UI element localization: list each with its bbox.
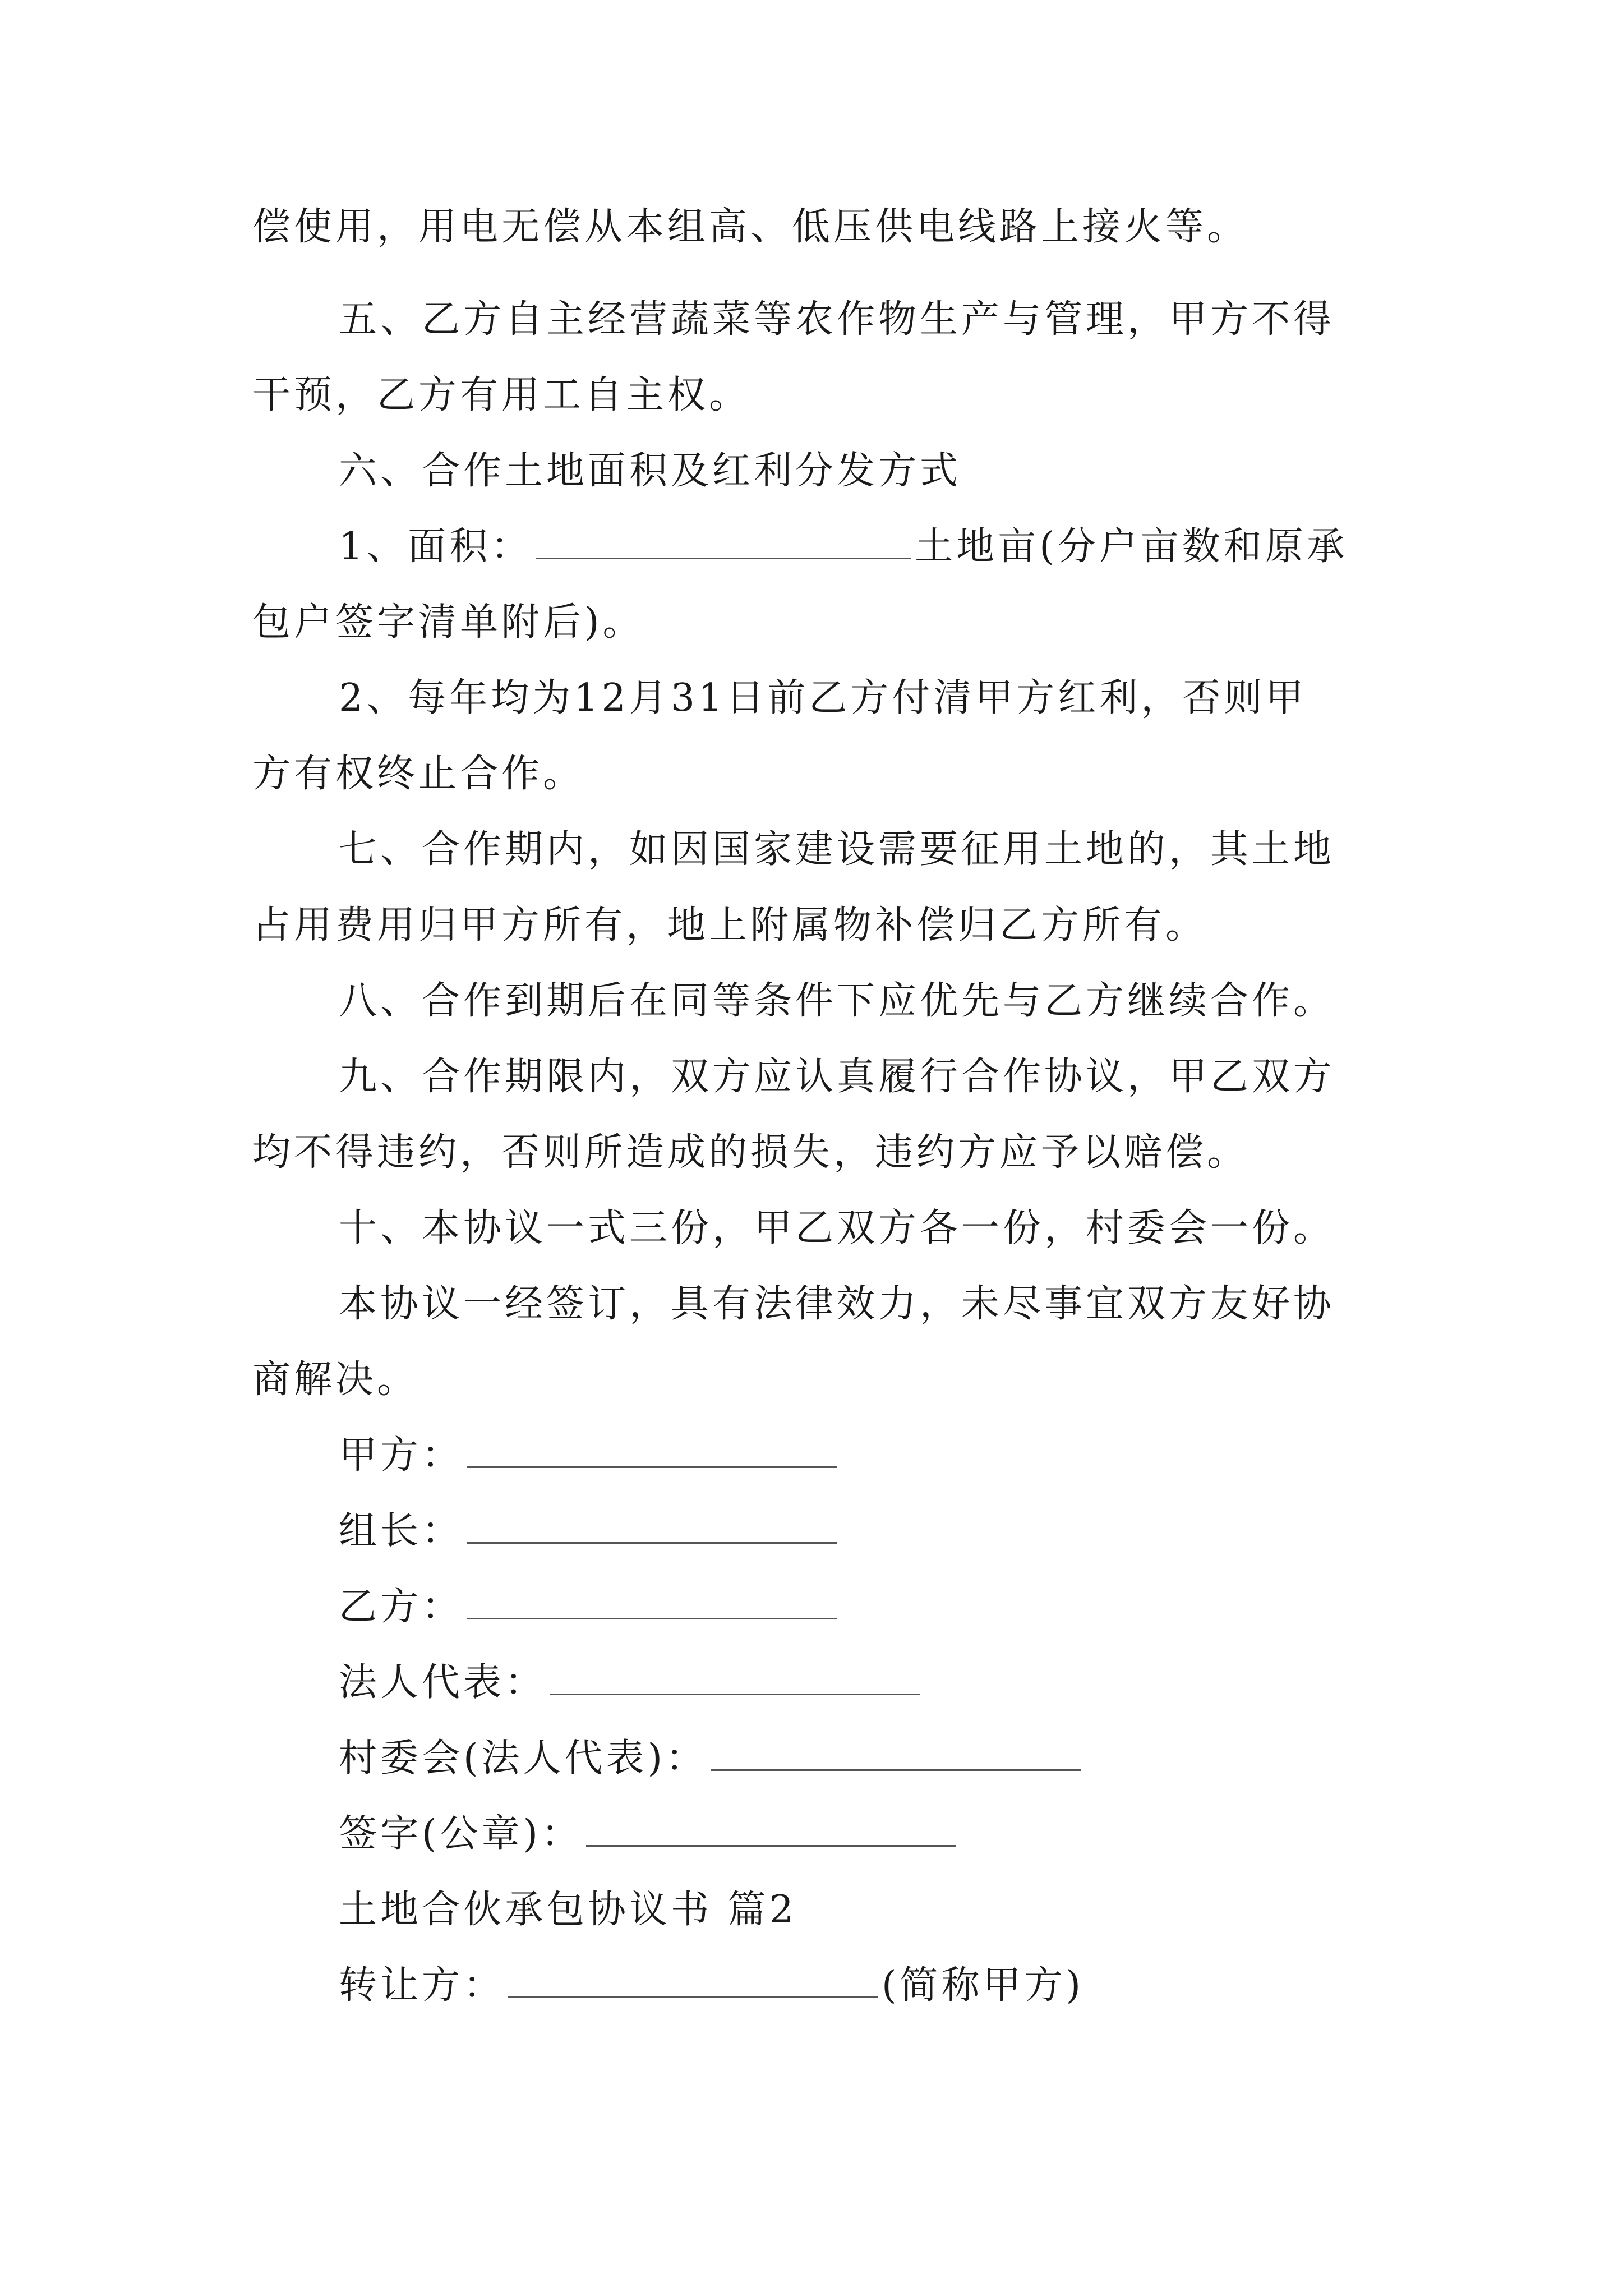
party-b-label: 乙方：	[339, 1585, 464, 1629]
transferor-abbrev: (简称甲方)	[882, 1963, 1085, 2008]
clause-nine: 九、合作期限内，双方应认真履行合作协议，甲乙双方	[339, 1055, 1335, 1099]
signature-party-a	[339, 1433, 1516, 1478]
clause-six-item-two: 2、每年均为12月31日前乙方付清甲方红利，否则甲	[339, 676, 1307, 720]
transferor-blank[interactable]	[508, 1965, 878, 1998]
transferor-line	[339, 1963, 1516, 2008]
text-line: 商解决。	[252, 1358, 419, 1402]
clause-seven: 七、合作期内，如因国家建设需要征用土地的，其土地	[339, 827, 1335, 872]
seal-label: 签字(公章)：	[339, 1812, 583, 1856]
seal-blank[interactable]	[586, 1814, 956, 1847]
group-leader-label: 组长：	[339, 1509, 464, 1553]
village-committee-blank[interactable]	[711, 1738, 1081, 1771]
area-label: 1、面积：	[339, 524, 533, 569]
text-line: 占用费用归甲方所有，地上附属物补偿归乙方所有。	[252, 903, 1207, 947]
clause-six-heading: 六、合作土地面积及红利分发方式	[339, 449, 962, 493]
text-line: 干预，乙方有用工自主权。	[252, 373, 751, 417]
signature-village-committee	[339, 1736, 1516, 1781]
signature-seal	[339, 1812, 1516, 1857]
text-line: 均不得违约，否则所造成的损失，违约方应予以赔偿。	[252, 1130, 1249, 1175]
closing-clause: 本协议一经签订，具有法律效力，未尽事宜双方友好协	[339, 1282, 1335, 1326]
clause-eight: 八、合作到期后在同等条件下应优先与乙方继续合作。	[339, 979, 1335, 1023]
area-line	[339, 524, 1516, 569]
clause-five: 五、乙方自主经营蔬菜等农作物生产与管理，甲方不得	[339, 297, 1335, 342]
section-heading: 土地合伙承包协议书 篇2	[339, 1888, 797, 1932]
legal-rep-blank[interactable]	[550, 1662, 920, 1695]
text-line: 包户签字清单附后)。	[252, 600, 644, 645]
party-a-label: 甲方：	[339, 1433, 464, 1478]
transferor-label: 转让方：	[339, 1963, 505, 2008]
party-a-blank[interactable]	[467, 1435, 837, 1468]
signature-group-leader	[339, 1509, 1516, 1554]
signature-party-b	[339, 1585, 1516, 1630]
area-unit: 土地亩(分户亩数和原承	[915, 524, 1348, 569]
village-committee-label: 村委会(法人代表)：	[339, 1736, 708, 1780]
area-blank[interactable]	[536, 526, 911, 559]
text-line: 方有权终止合作。	[252, 752, 585, 796]
party-b-blank[interactable]	[467, 1586, 837, 1619]
text-line: 偿使用，用电无偿从本组高、低压供电线路上接火等。	[252, 205, 1249, 249]
legal-rep-label: 法人代表：	[339, 1660, 547, 1705]
clause-ten: 十、本协议一式三份，甲乙双方各一份，村委会一份。	[339, 1206, 1335, 1250]
signature-legal-rep	[339, 1660, 1516, 1705]
group-leader-blank[interactable]	[467, 1511, 837, 1544]
